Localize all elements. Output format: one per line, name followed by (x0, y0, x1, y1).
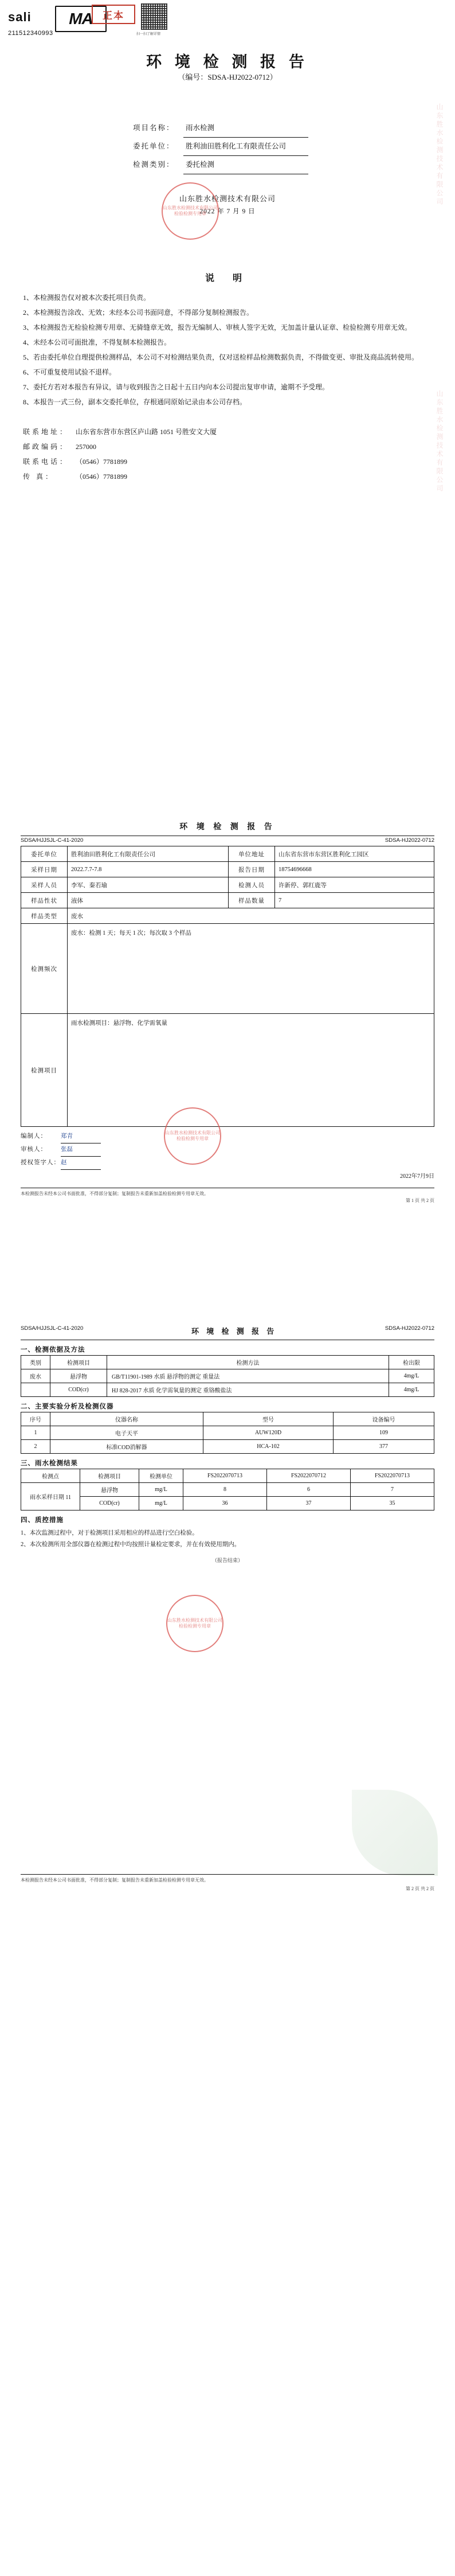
cell: 6 (267, 1483, 351, 1497)
instructions-list (23, 290, 432, 409)
report-number: （编号：SDSA-HJ2022-0712） (178, 73, 277, 81)
contact-value: 山东省东营市东营区庐山路 1051 号胜安文大厦 (76, 428, 217, 436)
cell: 1 (21, 1426, 50, 1440)
contact-row (23, 424, 217, 439)
column-header: 检测单位 (139, 1469, 183, 1483)
cell: 4mg/L (389, 1383, 434, 1397)
document-code-left: SDSA/HJJSJL-C-41-2020 (21, 837, 84, 844)
company-seal: 山东胜水检测技术有限公司 检验检测专用章 (164, 1107, 221, 1165)
cell: 36 (183, 1497, 267, 1511)
cell-value: 18754696668 (275, 862, 434, 877)
signature-row (21, 1130, 434, 1143)
cell-value: 2022.7.7-7.8 (68, 862, 229, 877)
table-header-row (21, 1412, 434, 1426)
instruction-item: 4、未经本公司可面批准，不得复制本检测报告。 (23, 338, 171, 346)
column-header: FS2022070713 (351, 1469, 434, 1483)
meta-label: 项目名称： (133, 124, 175, 132)
column-header: 检测点 (21, 1469, 80, 1483)
meta-label: 检测类别： (133, 161, 175, 169)
table-header-row (21, 1469, 434, 1483)
table-row (21, 1369, 434, 1383)
cell-label: 采样人员 (21, 877, 68, 893)
table-row (21, 846, 434, 862)
table-row (21, 877, 434, 893)
footer-note: 本检测报告未经本公司书面批准，不得部分复制；复制报告未重新加盖检验检测专用章无效。 (21, 1874, 434, 1884)
column-header: 检测项目 (50, 1356, 107, 1369)
cell-value: 胜利油田胜利化工有限责任公司 (68, 846, 229, 862)
cell: COD(cr) (50, 1383, 107, 1397)
section-1-title: 一、检测依据及方法 (21, 1346, 85, 1353)
document-code-left: SDSA/HJJSJL-C-41-2020 (21, 1325, 84, 1332)
instruments-table (21, 1412, 434, 1454)
section-header-title: 环 境 检 测 报 告 (191, 1327, 277, 1336)
table-row (21, 1383, 434, 1397)
instruction-item: 7、委托方若对本报告有异议，请与收到报告之日起十五日内向本公司提出复审申请，逾期不予受理。 (23, 383, 330, 391)
column-header: 类别 (21, 1356, 50, 1369)
cell: 悬浮物 (50, 1369, 107, 1383)
measure-item: 2、本次检测所用全部仪器在检测过程中均按照计量检定要求，并在有效使用期内。 (21, 1541, 241, 1548)
cell: HJ 828-2017 水质 化学需氧量的测定 重铬酸盐法 (107, 1383, 389, 1397)
page-number: 第 1 页 共 2 页 (406, 1198, 434, 1203)
cell: 109 (334, 1426, 434, 1440)
cell-value: 7 (275, 893, 434, 908)
meta-value: 胜利油田胜利化工有限责任公司 (183, 138, 308, 156)
signature-value: 张磊 (61, 1143, 101, 1157)
contact-row (23, 439, 217, 454)
cell: 377 (334, 1440, 434, 1454)
cell-value: 山东省东营市东营区胜利化工园区 (275, 846, 434, 862)
sampling-point-cell: 雨水采样日期 11 (21, 1483, 80, 1511)
section-4-title: 四、质控措施 (21, 1517, 64, 1524)
company-seal: 山东胜水检测技术有限公司 检验检测专用章 (166, 1595, 223, 1652)
instructions-title: 说 明 (205, 274, 250, 283)
table-row (21, 1014, 434, 1127)
cell-value: 液体 (68, 893, 229, 908)
column-header: 检测方法 (107, 1356, 389, 1369)
cell: HCA-102 (203, 1440, 334, 1454)
instruction-item: 5、若由委托单位自理提供检测样品，本公司不对检测结果负责，仅对送检样品检测数据负责，不得做变更、审批及商品流转使用。 (23, 353, 419, 361)
table-row (21, 924, 434, 1014)
frequency-value: 废水：检测 1 天；每天 1 次；每次取 3 个样品 (68, 924, 434, 1014)
table-row (21, 1440, 434, 1454)
company-seal: 山东胜水检测技术有限公司 检验检测专用章 (162, 182, 219, 240)
cell: AUW120D (203, 1426, 334, 1440)
results-table (21, 1469, 434, 1511)
test-basis-table (21, 1355, 434, 1397)
meta-row (133, 156, 308, 174)
signature-row (21, 1143, 434, 1157)
issue-date: 2022 年 7 月 9 日 (199, 208, 256, 215)
cell-label: 样品数量 (229, 893, 275, 908)
meta-row (133, 119, 308, 138)
cma-certificate-number: 211512340993 (8, 30, 53, 37)
cell: 7 (351, 1483, 434, 1497)
cover-meta (133, 119, 308, 174)
table-row (21, 1426, 434, 1440)
watermark: 山东胜水检测技术有限公司 (436, 103, 444, 206)
table-row (21, 1483, 434, 1497)
contact-block (23, 424, 217, 484)
cell-value: 废水 (68, 908, 434, 924)
column-header: 设备编号 (334, 1412, 434, 1426)
page-title: 环 境 检 测 报 告 (146, 53, 309, 71)
section-3-title: 三、雨水检测结果 (21, 1460, 78, 1467)
document-code-right: SDSA-HJ2022-0712 (385, 1325, 434, 1332)
quality-measures (21, 1528, 434, 1551)
qr-code-icon[interactable] (141, 3, 167, 30)
document-code-right: SDSA-HJ2022-0712 (385, 837, 434, 844)
items-label: 检测项目 (21, 1014, 68, 1127)
contact-label: 邮政编码： (23, 443, 69, 451)
section-header-title: 环 境 检 测 报 告 (179, 823, 276, 832)
meta-value: 雨水检测 (183, 119, 308, 138)
contact-row (23, 454, 217, 469)
instruction-item: 3、本检测报告无检验检测专用章、无骑缝章无效，报告无编制人、审核人签字无效，无加盖计量认证章、检验检测专用章无效。 (23, 323, 412, 331)
column-header: 序号 (21, 1412, 50, 1426)
signature-value: 赵 (61, 1157, 101, 1170)
signature-label: 编制人： (21, 1133, 47, 1139)
meta-row (133, 138, 308, 156)
signature-value: 郑青 (61, 1130, 101, 1143)
cell: 37 (267, 1497, 351, 1511)
table-row (21, 893, 434, 908)
table-row (21, 908, 434, 924)
document-codes (21, 837, 434, 844)
cell: 废水 (21, 1369, 50, 1383)
column-header: FS2022070712 (267, 1469, 351, 1483)
cnas-logo-icon (8, 6, 49, 29)
table-row (21, 1497, 434, 1511)
instruction-item: 2、本检测报告涂改、无效；未经本公司书面同意，不得部分复制检测报告。 (23, 309, 254, 317)
issuing-company: 山东胜水检测技术有限公司 (179, 194, 276, 203)
cell (21, 1383, 50, 1397)
cell: 标准COD消解器 (50, 1440, 203, 1454)
cell: 2 (21, 1440, 50, 1454)
contact-value: （0546）7781899 (76, 458, 128, 466)
cell: 电子天平 (50, 1426, 203, 1440)
signature-date: 2022年7月9日 (400, 1173, 434, 1180)
column-header: 型号 (203, 1412, 334, 1426)
signature-label: 审核人： (21, 1146, 47, 1153)
cell-label: 样品类型 (21, 908, 68, 924)
items-value: 雨水检测项目：悬浮物、化学需氧量 (68, 1014, 434, 1127)
contact-label: 传 真： (23, 473, 55, 481)
cell-label: 委托单位 (21, 846, 68, 862)
column-header: 检出限 (389, 1356, 434, 1369)
original-copy-stamp (92, 5, 135, 24)
signature-row (21, 1157, 434, 1170)
measure-item: 1、本次监测过程中，对于检测项目采用相应的样品进行空白检验。 (21, 1530, 198, 1536)
cell: 8 (183, 1483, 267, 1497)
report-end-note: （报告结束） (211, 1558, 243, 1563)
contact-label: 联系地址： (23, 428, 69, 436)
cover-page (0, 0, 455, 814)
cell-label: 采样日期 (21, 862, 68, 877)
contact-row (23, 469, 217, 484)
table-row (21, 862, 434, 877)
instruction-item: 6、不可重复使用试验不退样。 (23, 368, 116, 376)
cell: 悬浮物 (80, 1483, 139, 1497)
report-summary-page (0, 814, 455, 1320)
meta-label: 委托单位： (133, 142, 175, 150)
contact-value: 257000 (76, 443, 96, 451)
cell: mg/L (139, 1483, 183, 1497)
cell: GB/T11901-1989 水质 悬浮物的测定 重量法 (107, 1369, 389, 1383)
cell-value: 许新停、郭红鹿等 (275, 877, 434, 893)
cell: mg/L (139, 1497, 183, 1511)
cma-logo-text: MA (69, 10, 93, 28)
report-info-table (21, 846, 434, 1127)
footer-note: 本检测报告未经本公司书面批准，不得部分复制；复制报告未重新加盖检验检测专用章无效。 (21, 1188, 434, 1197)
contact-label: 联系电话： (23, 458, 69, 466)
document-codes (21, 1325, 434, 1336)
detail-page (0, 1325, 455, 1899)
meta-value: 委托检测 (183, 156, 308, 174)
cell: 4mg/L (389, 1369, 434, 1383)
column-header: 仪器名称 (50, 1412, 203, 1426)
cell-label: 样品性状 (21, 893, 68, 908)
cell-label: 检测人员 (229, 877, 275, 893)
signature-label: 授权签字人： (21, 1160, 60, 1166)
watermark: 山东胜水检测技术有限公司 (436, 390, 444, 493)
qr-code-caption: 扫一扫了解详情 (136, 33, 161, 36)
frequency-label: 检测频次 (21, 924, 68, 1014)
instruction-item: 1、本检测报告仅对被本次委托项目负责。 (23, 294, 151, 302)
contact-value: （0546）7781899 (76, 473, 128, 481)
cell-label: 报告日期 (229, 862, 275, 877)
cell-label: 单位地址 (229, 846, 275, 862)
section-2-title: 二、主要实验分析及检测仪器 (21, 1403, 114, 1410)
cell: COD(cr) (80, 1497, 139, 1511)
cell-value: 李军、秦若瑜 (68, 877, 229, 893)
signature-block (21, 1130, 434, 1185)
original-copy-stamp-text: 正本 (103, 10, 124, 21)
table-header-row (21, 1356, 434, 1369)
column-header: FS2022070713 (183, 1469, 267, 1483)
decorative-leaf (352, 1790, 438, 1876)
cell: 35 (351, 1497, 434, 1511)
cnas-logo-text: sali (8, 10, 32, 24)
column-header: 检测项目 (80, 1469, 139, 1483)
instruction-item: 8、本报告一式三份，副本交委托单位，存根通同原始记录由本公司存档。 (23, 398, 247, 406)
page-number: 第 2 页 共 2 页 (406, 1886, 434, 1891)
